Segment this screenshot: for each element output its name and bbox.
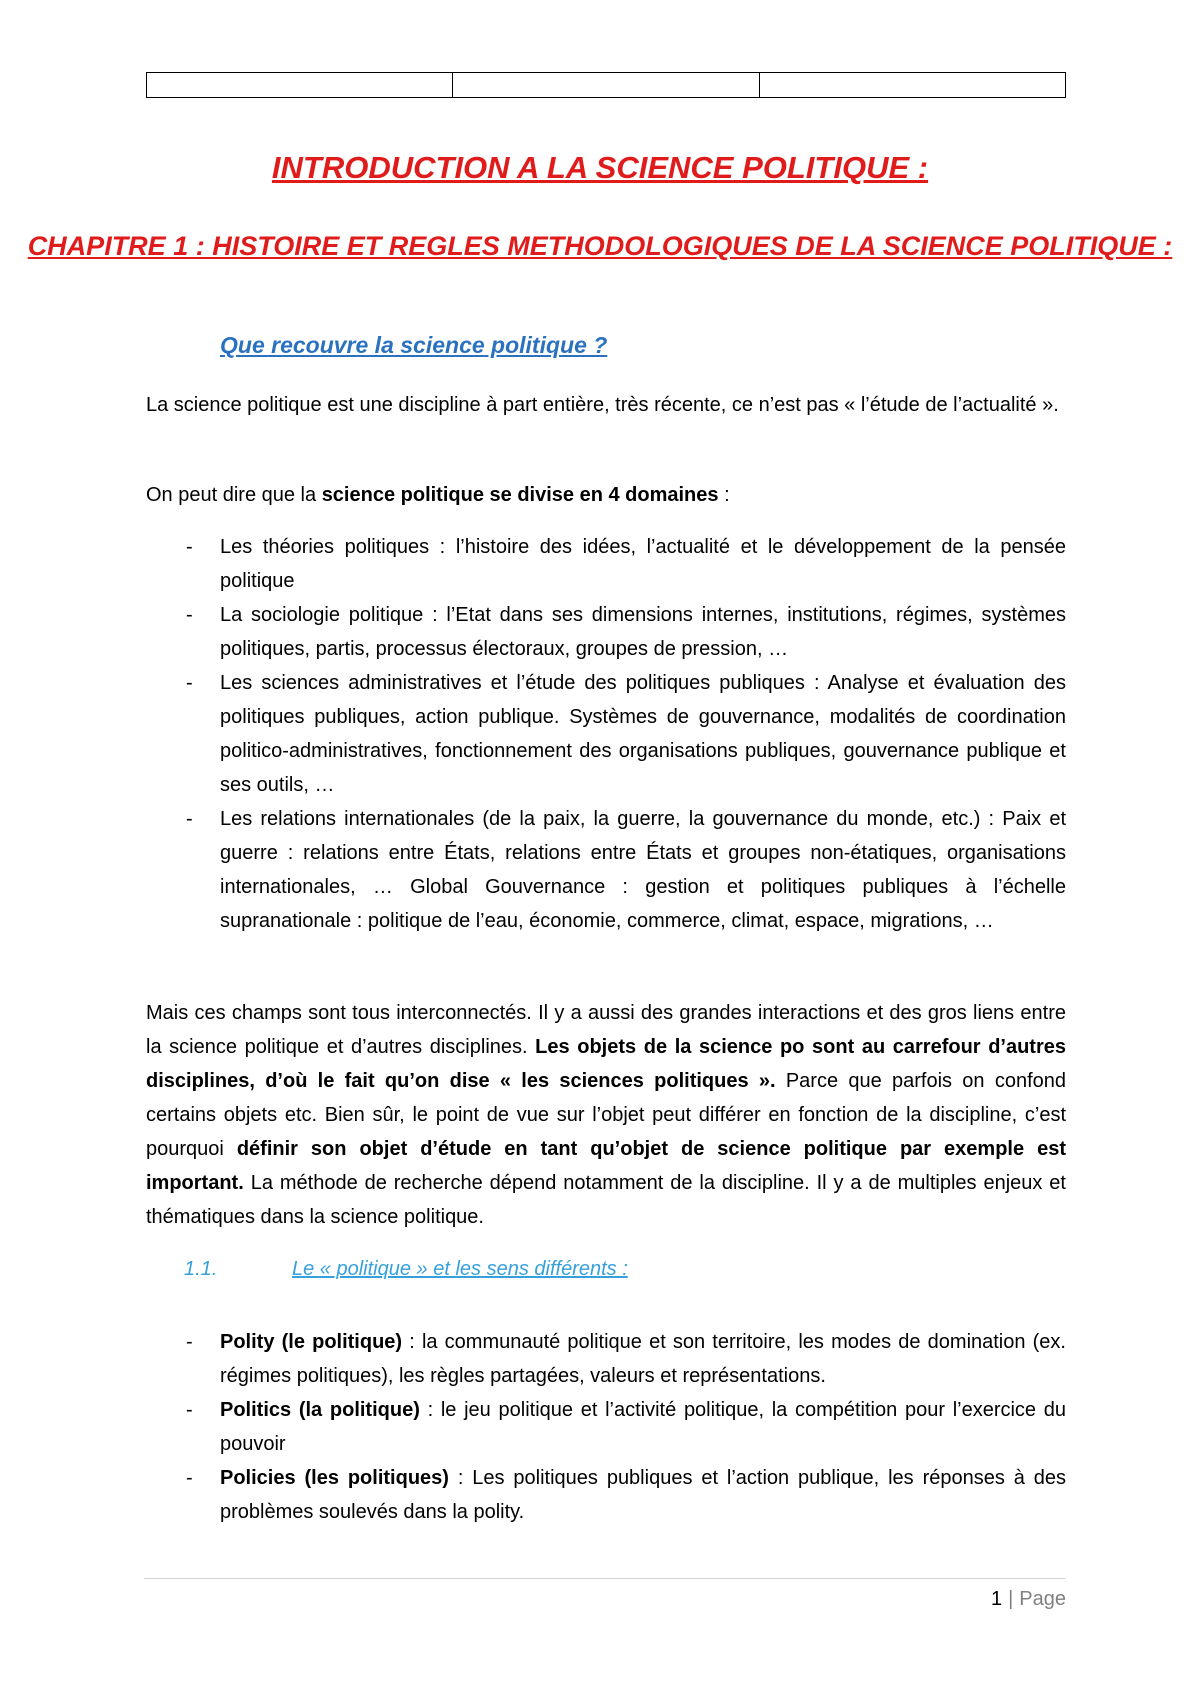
list-item: - La sociologie politique : l’Etat dans ses dimensions internes, institutions, régimes, systèmes politiques, partis, processus électoraux, groupes de pression, … — [146, 598, 1066, 666]
term: Polity (le politique) — [220, 1331, 403, 1353]
header-cell — [759, 73, 1065, 98]
chapter-title: CHAPITRE 1 : HISTOIRE ET REGLES METHODOLOGIQUES DE LA SCIENCE POLITIQUE : — [27, 231, 1173, 261]
list-item: - Les théories politiques : l’histoire des idées, l’actualité et le développement de la pensée politique — [146, 530, 1066, 598]
interconnect-paragraph: Mais ces champs sont tous interconnectés. Il y a aussi des grandes interactions et des gros liens entre la science politique et d’autres disciplines. Les objets de la science po sont au carrefour d’autres disciplines, d’où le fait qu’on dise « les sciences politiques ». Parce que parfois on confond certains objets etc. Bien sûr, le point de vue sur l’objet peut différer en fonction de la discipline, c’est pourquoi définir son objet d’étude en tant qu’objet de science politique par exemple est important. La méthode de recherche dépend notamment de la discipline. Il y a de multiples enjeux et thématiques dans la science politique. — [146, 1002, 1066, 1228]
document-title: INTRODUCTION A LA SCIENCE POLITIQUE : — [271, 150, 929, 185]
section-number: 1.1. — [184, 1258, 218, 1280]
header-table — [146, 72, 1066, 98]
header-cell — [453, 73, 759, 98]
page-footer — [991, 1584, 1066, 1614]
footer-divider — [144, 1578, 1066, 1579]
header-cell — [147, 73, 453, 98]
footer-separator: | — [1008, 1588, 1014, 1610]
list-item: - Les sciences administratives et l’étude des politiques publiques : Analyse et évaluation des politiques publiques, action publique. Systèmes de gouvernance, modalités de coordination politico-administratives, fonctionnement des organisations publiques, gouvernance publique et ses outils, … — [146, 666, 1066, 802]
intro-paragraph: La science politique est une discipline à part entière, très récente, ce n’est pas « l’étude de l’actualité ». — [146, 394, 1059, 416]
list-item: - Politics (la politique) : le jeu politique et l’activité politique, la compétition pour l’exercice du pouvoir — [146, 1393, 1066, 1461]
list-item: - Policies (les politiques) : Les politiques publiques et l’action publique, les réponses à des problèmes soulevés dans la polity. — [146, 1461, 1066, 1529]
term: Policies (les politiques) — [220, 1467, 449, 1489]
list-item: - Les relations internationales (de la paix, la guerre, la gouvernance du monde, etc.) : Paix et guerre : relations entre États, relations entre États et groupes non-étatiques, organisations internationales, … Global Gouvernance : gestion et politiques publiques à l’échelle supranationale : politique de l’eau, économie, commerce, climat, espace, migrations, … — [146, 802, 1066, 938]
section-heading — [184, 1258, 628, 1281]
domains-list — [146, 530, 1066, 938]
section-subtitle: Que recouvre la science politique ? — [220, 332, 608, 358]
page-label: Page — [1019, 1588, 1066, 1610]
list-item: - Polity (le politique) : la communauté politique et son territoire, les modes de domination (ex. régimes politiques), les règles partagées, valeurs et représentations. — [146, 1325, 1066, 1393]
term: Politics (la politique) — [220, 1399, 420, 1421]
meanings-list — [146, 1325, 1066, 1529]
domains-intro: On peut dire que la science politique se divise en 4 domaines : — [146, 484, 730, 506]
page-number: 1 — [990, 1588, 1003, 1610]
section-title: Le « politique » et les sens différents : — [292, 1258, 628, 1280]
